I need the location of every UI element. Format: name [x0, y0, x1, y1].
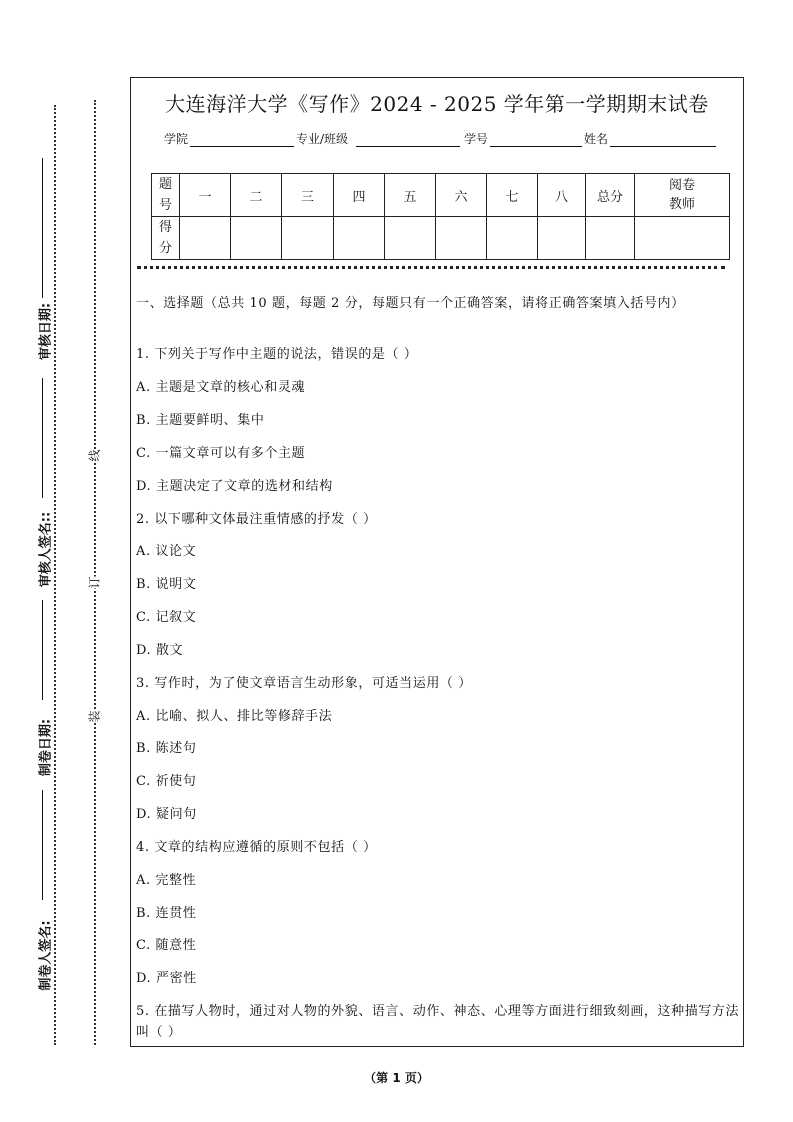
question-2: 2. 以下哪种文体最注重情感的抒发（ ）	[136, 512, 377, 527]
option-3d: D. 疑问句	[136, 807, 197, 822]
dotted-cut-line-inner	[94, 100, 96, 1045]
question-4: 4. 文章的结构应遵循的原则不包括（ ）	[136, 840, 377, 855]
student-id-field[interactable]	[490, 146, 582, 147]
score-table	[151, 173, 730, 260]
score-label-cell: 得分	[152, 217, 180, 260]
option-1b: B. 主题要鲜明、集中	[136, 413, 265, 428]
column-grader: 阅卷教师	[635, 174, 730, 217]
name-field[interactable]	[610, 146, 716, 147]
option-4c: C. 随意性	[136, 938, 197, 953]
college-field[interactable]	[190, 146, 294, 147]
signature-line-reviewer	[42, 378, 43, 498]
major-field[interactable]	[356, 146, 460, 147]
exam-title: 大连海洋大学《写作》2024 - 2025 学年第一学期期末试卷	[165, 92, 709, 116]
column-4: 四	[334, 174, 385, 217]
option-2a: A. 议论文	[136, 544, 197, 559]
score-cell-7[interactable]	[487, 217, 538, 260]
dotted-separator	[137, 266, 725, 269]
dotted-cut-line-outer	[54, 105, 56, 1045]
compiler-signature-label: 制卷人签名:	[38, 920, 54, 991]
column-3: 三	[282, 174, 334, 217]
option-1a: A. 主题是文章的核心和灵魂	[136, 380, 306, 395]
signature-line-compile-date	[42, 600, 43, 700]
question-5: 5. 在描写人物时，通过对人物的外貌、语言、动作、神态、心理等方面进行细致刻画，这种描写方法叫（ ）	[136, 1004, 740, 1040]
binding-mark-bind: 装	[87, 710, 102, 723]
score-cell-5[interactable]	[385, 217, 436, 260]
column-5: 五	[385, 174, 436, 217]
header-label-cell: 题号	[152, 174, 180, 217]
column-8: 八	[538, 174, 586, 217]
column-total: 总分	[586, 174, 635, 217]
page-number: （第 1 页）	[364, 1071, 429, 1085]
score-cell-4[interactable]	[334, 217, 385, 260]
question-1: 1. 下列关于写作中主题的说法，错误的是（ ）	[136, 347, 418, 362]
binding-mark-staple: 订	[87, 576, 102, 589]
column-1: 一	[180, 174, 231, 217]
score-cell-6[interactable]	[436, 217, 487, 260]
signature-line-review-date	[42, 158, 43, 298]
option-4d: D. 严密性	[136, 971, 197, 986]
option-4b: B. 连贯性	[136, 906, 197, 921]
score-cell-total[interactable]	[586, 217, 635, 260]
column-2: 二	[231, 174, 282, 217]
column-7: 七	[487, 174, 538, 217]
option-4a: A. 完整性	[136, 873, 197, 888]
binding-mark-line: 线	[87, 449, 102, 462]
option-2d: D. 散文	[136, 643, 184, 658]
column-6: 六	[436, 174, 487, 217]
score-cell-grader[interactable]	[635, 217, 730, 260]
score-cell-3[interactable]	[282, 217, 334, 260]
option-1d: D. 主题决定了文章的选材和结构	[136, 479, 333, 494]
reviewer-signature-label: 审核人签名::	[38, 511, 54, 588]
college-label: 学院	[164, 132, 189, 146]
question-3: 3. 写作时，为了使文章语言生动形象，可适当运用（ ）	[136, 676, 472, 691]
name-label: 姓名	[584, 132, 609, 146]
compile-date-label: 制卷日期:	[38, 718, 54, 777]
option-2c: C. 记叙文	[136, 610, 197, 625]
score-cell-8[interactable]	[538, 217, 586, 260]
signature-line-compiler	[42, 790, 43, 900]
score-cell-2[interactable]	[231, 217, 282, 260]
student-id-label: 学号	[464, 132, 489, 146]
option-3b: B. 陈述句	[136, 741, 197, 756]
section-heading: 一、选择题（总共 10 题，每题 2 分，每题只有一个正确答案，请将正确答案填入括号内）	[136, 296, 685, 311]
option-3c: C. 祈使句	[136, 774, 197, 789]
option-1c: C. 一篇文章可以有多个主题	[136, 446, 306, 461]
major-label: 专业/班级	[296, 132, 349, 146]
score-cell-1[interactable]	[180, 217, 231, 260]
option-2b: B. 说明文	[136, 577, 197, 592]
score-table-header-row	[152, 174, 730, 217]
score-table-score-row	[152, 217, 730, 260]
option-3a: A. 比喻、拟人、排比等修辞手法	[136, 709, 333, 724]
review-date-label: 审核日期:	[38, 302, 54, 361]
